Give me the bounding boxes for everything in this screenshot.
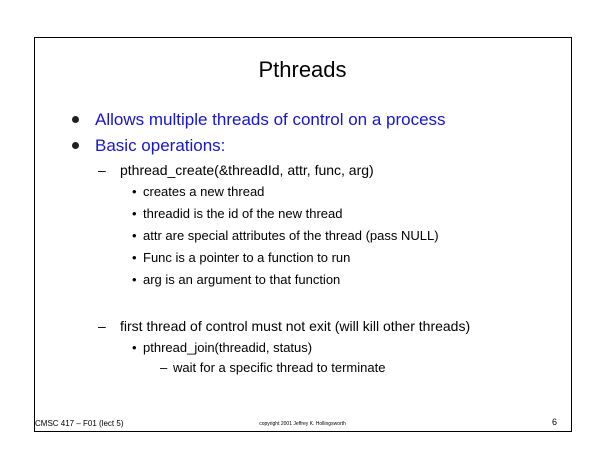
- detail-pthread-join: [132, 339, 312, 356]
- footer-copyright: copyright 2001 Jeffrey K. Hollingsworth: [259, 421, 346, 427]
- page-number: 6: [552, 417, 558, 427]
- bullet-multiple-threads: Allows multiple threads of control on a process: [95, 110, 446, 129]
- detail-creates-thread: [132, 183, 264, 200]
- wait-text: wait for a specific thread to terminate: [173, 360, 386, 375]
- dot-marker: •: [132, 272, 137, 287]
- pthread-create-text: pthread_create(&threadId, attr, func, arg): [120, 162, 374, 178]
- detail-text: attr are special attributes of the thread (pass NULL): [143, 228, 439, 243]
- slide-title: Pthreads: [258, 57, 347, 82]
- detail-func: [132, 249, 350, 266]
- dot-marker: •: [132, 184, 137, 199]
- detail-threadid: [132, 205, 342, 222]
- dash-marker: –: [160, 360, 168, 375]
- detail-text: creates a new thread: [143, 184, 265, 199]
- dash-marker: –: [98, 318, 106, 334]
- detail-text: pthread_join(threadid, status): [143, 340, 313, 355]
- bullet-dot: [72, 116, 79, 123]
- detail-attr: [132, 227, 439, 244]
- sub-item-pthread-create: [98, 161, 374, 179]
- bullet-dot: [72, 142, 79, 149]
- detail-arg: [132, 271, 340, 288]
- detail-text: Func is a pointer to a function to run: [143, 250, 351, 265]
- first-thread-text: first thread of control must not exit (will kill other threads): [120, 318, 471, 334]
- dot-marker: •: [132, 206, 137, 221]
- dash-marker: –: [98, 162, 106, 178]
- sub-item-first-thread: [98, 317, 470, 335]
- detail-text: threadid is the id of the new thread: [143, 206, 343, 221]
- dot-marker: •: [132, 228, 137, 243]
- detail-text: arg is an argument to that function: [143, 272, 341, 287]
- bullet-basic-operations: Basic operations:: [95, 136, 226, 155]
- detail-wait: [160, 359, 385, 376]
- dot-marker: •: [132, 340, 137, 355]
- dot-marker: •: [132, 250, 137, 265]
- footer-course: CMSC 417 – F01 (lect 5): [35, 419, 124, 428]
